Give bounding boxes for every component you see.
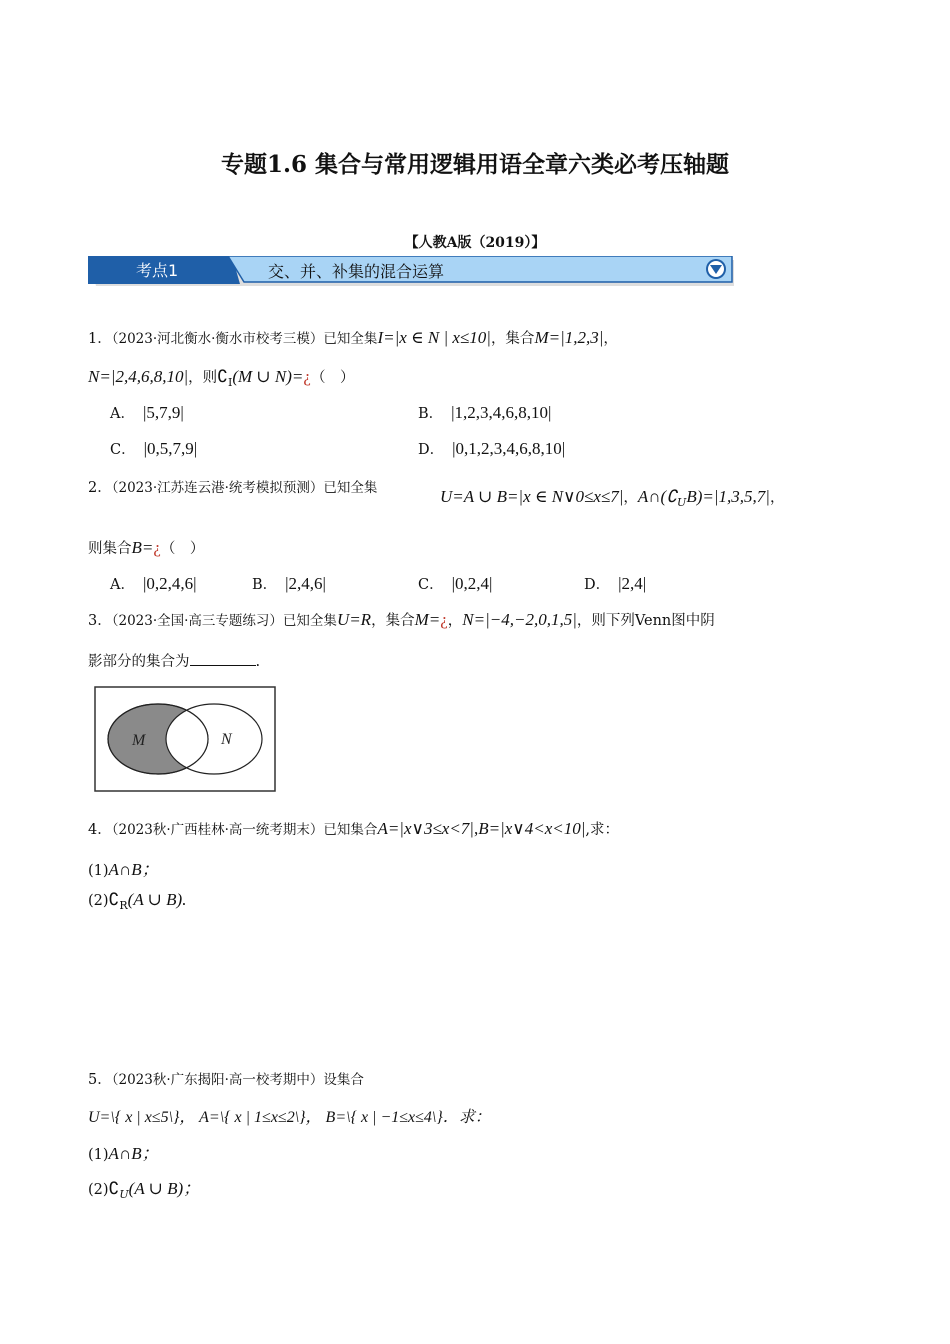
option-label: D． (418, 442, 445, 458)
set-expression: A=|x∨3≤x<7| (377, 819, 474, 838)
question-5-part-1 (88, 1139, 159, 1164)
option-c[interactable] (110, 438, 197, 459)
page-title: 专题1.6 集合与常用逻辑用语全章六类必考压轴题 (220, 151, 730, 178)
option-label: C． (110, 442, 136, 458)
option-label: D． (584, 577, 611, 593)
text: ，集合 (371, 613, 415, 629)
subscript: I (228, 375, 233, 389)
set-expression: A∩B； (108, 860, 159, 879)
set-expression: M= (414, 610, 441, 629)
text: ， (447, 613, 463, 629)
subscript: R (119, 898, 128, 912)
set-expression: U=R (336, 610, 372, 629)
option-label: A． (110, 406, 135, 422)
part-label: (2) (88, 1182, 109, 1198)
text: ， (603, 331, 618, 347)
banner-tag: 考点1 (136, 261, 179, 280)
text: ，则下列Venn图中阴 (576, 613, 715, 629)
question-source: （2023秋·广东揭阳·高一校考期中）设集合 (111, 1072, 364, 1088)
question-5-line-1 (88, 1068, 364, 1089)
question-3-line-2 (88, 650, 260, 671)
venn-diagram (94, 686, 278, 794)
option-d[interactable] (418, 438, 565, 459)
complement-symbol: ∁ (108, 1179, 120, 1198)
text: . (255, 654, 261, 670)
question-source: （2023·全国·高三专题练习）已知全集 (111, 613, 337, 629)
set-expression: B= (131, 538, 154, 557)
option-value: |1,2,3,4,6,8,10| (451, 403, 552, 422)
question-number: 2． (88, 480, 112, 496)
option-value: |0,2,4,6| (142, 574, 197, 593)
unknown-symbol: ¿ (440, 610, 448, 629)
question-3-line-1 (88, 609, 715, 630)
text: ,求： (585, 822, 620, 838)
question-4-part-2 (88, 890, 186, 912)
unknown-symbol: ¿ (303, 367, 311, 386)
text: 影部分的集合为 (88, 654, 190, 670)
answer-parens: （ ） (310, 370, 355, 386)
question-number: 1． (88, 331, 112, 347)
text: ， (769, 490, 785, 506)
set-expression: N=|2,4,6,8,10| (88, 367, 189, 386)
question-number: 4． (88, 822, 112, 838)
option-c[interactable] (418, 573, 492, 594)
question-2-line-1b (440, 486, 784, 509)
part-label: (1) (88, 863, 109, 879)
set-expression: (A ∪ B). (127, 890, 187, 909)
option-value: |0,1,2,3,4,6,8,10| (452, 439, 566, 458)
question-5-line-2: U=\{ x | x≤5\}， A=\{ x | 1≤x≤2\}， B=\{ x | −1≤x≤4\}．求： (88, 1109, 491, 1126)
text: ，集合 (490, 331, 535, 347)
subscript: U (119, 1187, 129, 1201)
set-expression: A∩(∁ (637, 487, 678, 506)
text: ， (623, 490, 638, 506)
edition-label: 【人教A版（2019）】 (404, 235, 546, 251)
option-b[interactable] (252, 573, 326, 594)
option-value: |0,2,4| (451, 574, 493, 593)
question-source: （2023·江苏连云港·统考模拟预测）已知全集 (111, 480, 378, 496)
option-label: A． (110, 577, 135, 593)
option-value: |5,7,9| (142, 403, 184, 422)
subscript: U (677, 495, 687, 509)
question-4-line-1 (88, 818, 619, 839)
option-value: |2,4| (618, 574, 647, 593)
question-source: （2023秋·广西桂林·高一统考期末）已知集合 (111, 822, 378, 838)
question-1-line-1 (88, 327, 618, 348)
text: 则集合 (88, 541, 132, 557)
set-expression: (A ∪ B)； (128, 1179, 201, 1198)
option-d[interactable] (584, 573, 646, 594)
question-1-line-2 (88, 366, 354, 389)
question-2-line-2 (88, 537, 204, 558)
unknown-symbol: ¿ (153, 538, 161, 557)
set-expression: U=A ∪ B=|x ∈ N∨0≤x≤7| (440, 487, 624, 506)
question-5-part-2 (88, 1174, 200, 1201)
venn-label-m: M (132, 732, 146, 749)
set-expression: B)=|1,3,5,7| (686, 487, 770, 506)
option-label: B． (418, 406, 444, 422)
text: , (473, 819, 479, 838)
option-label: C． (418, 577, 444, 593)
complement-symbol: ∁ (108, 890, 120, 909)
banner-topic: 交、并、补集的混合运算 (268, 262, 445, 281)
option-b[interactable] (418, 402, 551, 423)
complement-symbol: ∁ (217, 367, 228, 386)
venn-label-n: N (221, 731, 232, 748)
option-value: |0,5,7,9| (143, 439, 198, 458)
set-expression: I=|x ∈ N | x≤10| (377, 328, 491, 347)
question-number: 3． (88, 613, 112, 629)
answer-parens: （ ） (160, 541, 205, 557)
answer-blank[interactable] (190, 651, 256, 666)
option-a[interactable] (110, 573, 197, 594)
part-label: (2) (88, 893, 109, 909)
question-4-part-1 (88, 855, 159, 880)
option-value: |2,4,6| (285, 574, 326, 593)
text: ，则 (188, 370, 218, 386)
set-expression: A∩B； (108, 1144, 159, 1163)
option-label: B． (252, 577, 278, 593)
question-2-line-1 (88, 476, 377, 497)
question-source: （2023·河北衡水·衡水市校考三模）已知全集 (111, 331, 378, 347)
set-expression: N=|−4,−2,0,1,5| (462, 610, 577, 629)
question-number: 5． (88, 1072, 112, 1088)
set-expression: B=|x∨4<x<10| (478, 819, 586, 838)
option-a[interactable] (110, 402, 184, 423)
set-expression: (M ∪ N)= (232, 367, 304, 386)
part-label: (1) (88, 1147, 109, 1163)
chevron-down-icon[interactable] (706, 259, 726, 279)
set-expression: M=|1,2,3| (534, 328, 604, 347)
